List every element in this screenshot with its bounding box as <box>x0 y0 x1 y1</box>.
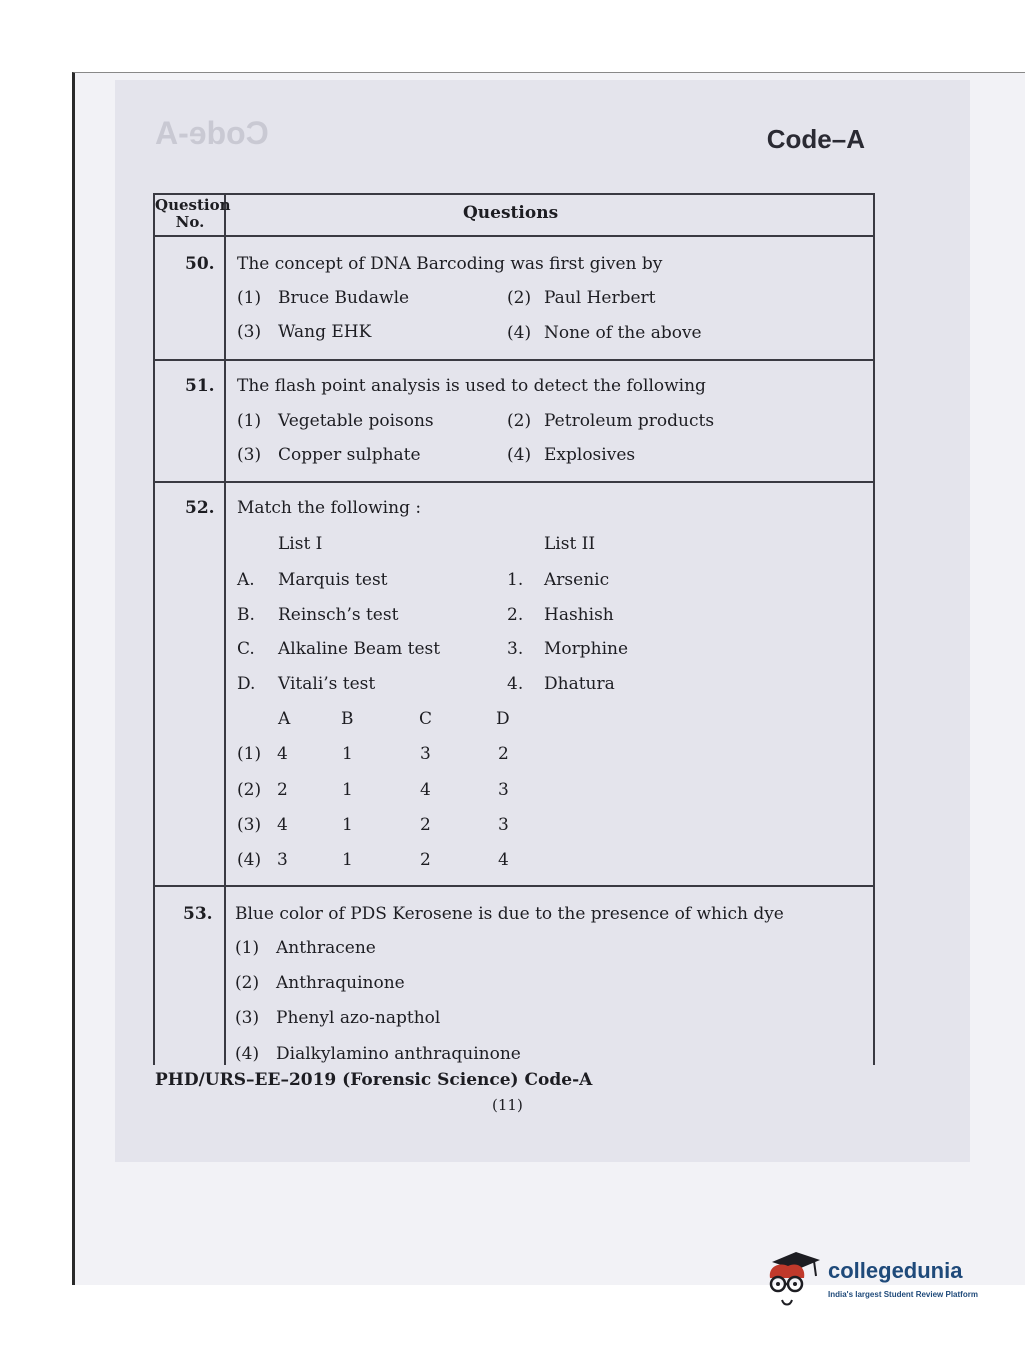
option-number: (3) <box>235 1008 260 1028</box>
option-number: (2) <box>237 780 262 800</box>
brand-tagline: India's largest Student Review Platform <box>828 1290 978 1299</box>
grid-value: 3 <box>498 815 509 835</box>
paper-code-label: Code–A <box>766 124 865 154</box>
option-text: None of the above <box>544 323 702 343</box>
list-1-item: Reinsch’s test <box>278 605 399 625</box>
list-1-key: C. <box>237 639 255 659</box>
option-text: Paul Herbert <box>544 288 656 308</box>
list-2-item: Morphine <box>544 639 629 659</box>
collegedunia-watermark <box>762 1248 994 1318</box>
question-number-51: 51. <box>185 376 215 396</box>
column-divider <box>224 195 226 1065</box>
option-text: Anthraquinone <box>276 973 405 993</box>
row-divider <box>155 481 873 483</box>
option-text: Wang EHK <box>278 322 372 342</box>
grid-value: 1 <box>342 850 353 870</box>
question-53-text: Blue color of PDS Kerosene is due to the presence of which dye <box>235 904 784 924</box>
list-1-item: Alkaline Beam test <box>278 639 441 659</box>
option-text: Copper sulphate <box>278 445 421 465</box>
option-number: (3) <box>237 445 262 465</box>
list-1-title: List I <box>278 534 323 554</box>
option-number: (3) <box>237 322 262 342</box>
list-1-item: Vitali’s test <box>278 674 376 694</box>
option-number: (2) <box>507 411 532 431</box>
grid-value: 1 <box>342 744 353 764</box>
option-number: (1) <box>237 411 262 431</box>
question-number-50: 50. <box>185 254 215 274</box>
question-no-header: Question No. <box>155 196 231 231</box>
list-2-item: Hashish <box>544 605 614 625</box>
list-1-key: B. <box>237 605 255 625</box>
grid-value: 3 <box>420 744 431 764</box>
option-text: Vegetable poisons <box>278 411 434 431</box>
list-1-key: D. <box>237 674 256 694</box>
grid-col-header: B <box>341 709 354 729</box>
option-number: (3) <box>237 815 262 835</box>
questions-header: Questions <box>463 203 559 223</box>
list-2-item: Arsenic <box>544 570 610 590</box>
grid-value: 2 <box>498 744 509 764</box>
question-number-53: 53. <box>183 904 213 924</box>
paper-footer: PHD/URS–EE–2019 (Forensic Science) Code-A <box>155 1070 593 1090</box>
option-text: Phenyl azo-napthol <box>276 1008 441 1028</box>
option-number: (1) <box>237 288 262 308</box>
option-number: (4) <box>507 323 532 343</box>
grid-col-header: C <box>419 709 433 729</box>
option-text: Anthracene <box>276 938 376 958</box>
list-2-item: Dhatura <box>544 674 615 694</box>
grid-value: 3 <box>498 780 509 800</box>
grid-value: 2 <box>277 780 288 800</box>
grid-value: 4 <box>420 780 431 800</box>
list-2-key: 4. <box>507 674 524 694</box>
brand-name: collegedunia <box>828 1258 963 1283</box>
list-2-key: 3. <box>507 639 524 659</box>
list-1-key: A. <box>237 570 255 590</box>
header-divider <box>155 235 873 237</box>
grid-col-header: D <box>496 709 510 729</box>
option-text: Petroleum products <box>544 411 715 431</box>
bleed-through-code: Code-A <box>155 115 269 151</box>
row-divider <box>155 885 873 887</box>
grid-col-header: A <box>278 709 291 729</box>
list-2-key: 1. <box>507 570 524 590</box>
option-number: (4) <box>237 850 262 870</box>
question-52-text: Match the following : <box>237 498 422 518</box>
list-2-key: 2. <box>507 605 524 625</box>
option-text: Explosives <box>544 445 636 465</box>
question-51-text: The flash point analysis is used to detect the following <box>237 376 706 396</box>
option-number: (1) <box>237 744 262 764</box>
grid-value: 4 <box>277 744 288 764</box>
grid-value: 4 <box>277 815 288 835</box>
option-number: (1) <box>235 938 260 958</box>
grid-value: 3 <box>277 850 288 870</box>
list-1-item: Marquis test <box>278 570 388 590</box>
question-50-text: The concept of DNA Barcoding was first given by <box>237 254 663 274</box>
list-2-title: List II <box>544 534 596 554</box>
option-number: (4) <box>507 445 532 465</box>
grid-value: 1 <box>342 780 353 800</box>
option-number: (2) <box>235 973 260 993</box>
grid-value: 2 <box>420 815 431 835</box>
grid-value: 4 <box>498 850 509 870</box>
mascot-icon <box>762 1248 822 1314</box>
row-divider <box>155 359 873 361</box>
option-number: (2) <box>507 288 532 308</box>
option-text: Bruce Budawle <box>278 288 410 308</box>
questions-table <box>153 193 875 1065</box>
option-number: (4) <box>235 1044 260 1064</box>
grid-value: 1 <box>342 815 353 835</box>
page-number: (11) <box>492 1096 523 1114</box>
grid-value: 2 <box>420 850 431 870</box>
option-text: Dialkylamino anthraquinone <box>276 1044 521 1064</box>
question-number-52: 52. <box>185 498 215 518</box>
